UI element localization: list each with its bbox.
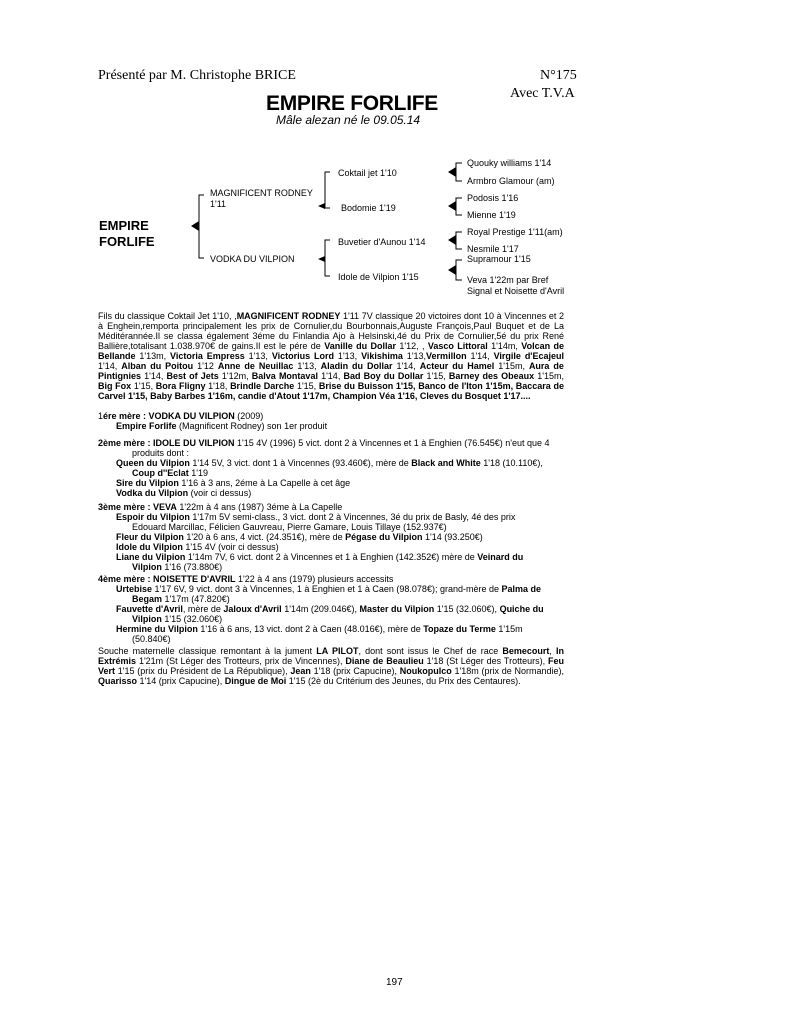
pedigree-sire-sire: Coktail jet 1'10	[338, 168, 397, 178]
pedigree-bracket-2a	[325, 172, 330, 208]
horse-name	[99, 218, 155, 250]
dam2-heading-cont: produits dont :	[132, 448, 190, 458]
dam3-produce-2: Fleur du Vilpion 1'20 à 6 ans, 4 vict. (24.351€), mère de Pégase du Vilpion 1'14 (93.250€)	[116, 532, 483, 542]
dam2-produce-2: Sire du Vilpion 1'16 à 3 ans, 2éme à La Capelle à cet âge	[116, 478, 351, 488]
pedigree-sire-record: 1'11	[210, 199, 227, 209]
dam4-produce-2-cont: Vilpion 1'15 (32.060€)	[132, 614, 223, 624]
pedigree-dam-sire: Buvetier d'Aunou 1'14	[338, 237, 426, 247]
pedigree-ds-dam: Nesmile 1'17	[467, 244, 519, 254]
pedigree-sd-sire: Podosis 1'16	[467, 193, 519, 203]
pedigree-bracket-3c	[456, 232, 462, 249]
pedigree-bracket-1	[199, 195, 204, 258]
dam2-section	[98, 438, 564, 498]
page-number: 197	[386, 977, 403, 988]
pedigree-dd-dam-line1: Veva 1'22m par Bref	[467, 275, 549, 285]
pedigree-sire-dam: Bodomie 1'19	[341, 203, 396, 213]
dam4-produce-1: Urtebise 1'17 6V, 9 vict. dont 3 à Vincennes, 1 à Enghien et 1 à Caen (98.078€); grand-mère de Palma de	[116, 584, 542, 594]
horse-name-line2: FORLIFE	[99, 234, 155, 249]
dam1-heading: 1ére mère : VODKA DU VILPION (2009)	[98, 411, 264, 421]
dam4-heading: 4ème mère : NOISETTE D'AVRIL 1'22 à 4 ans (1979) plusieurs accessits	[98, 574, 394, 584]
pedigree-sire-name: MAGNIFICENT RODNEY	[210, 188, 313, 198]
dam3-produce-1-cont: Edouard Marcillac, Félicien Gauvreau, Pierre Gamare, Louis Tillaye (152.937€)	[132, 522, 447, 532]
pedigree-dd-dam-line2: Signal et Noisette d'Avril	[467, 286, 565, 296]
dam3-produce-3: Idole du Vilpion 1'15 4V (voir ci dessus)	[116, 542, 279, 552]
dam3-heading: 3ème mère : VEVA 1'22m à 4 ans (1987) 3éme à La Capelle	[98, 502, 343, 512]
pedigree-arrow-3a	[448, 167, 456, 177]
pedigree-sd-dam: Mienne 1'19	[467, 210, 516, 220]
dam4-produce-3-cont: (50.840€)	[132, 634, 171, 644]
pedigree-ss-dam: Armbro Glamour (am)	[467, 176, 555, 186]
dam3-produce-4: Liane du Vilpion 1'14m 7V, 6 vict. dont 2 à Vincennes et 1 à Enghien (142.352€) mère de Veinard du	[116, 552, 524, 562]
dam2-produce-1: Queen du Vilpion 1'14 5V, 3 vict. dont 1 à Vincennes (93.460€), mère de Black and White 1'18 (10.110€),	[116, 458, 543, 468]
pedigree-bracket-3d	[456, 260, 462, 280]
pedigree-bracket-2b	[325, 240, 330, 276]
dam2-heading: 2ème mère : IDOLE DU VILPION 1'15 4V (1996) 5 vict. dont 2 à Vincennes et 1 à Enghien (76.545€) n'eut que 4	[98, 438, 550, 448]
pedigree-dam-dam: Idole de Vilpion 1'15	[338, 272, 419, 282]
pedigree-bracket-3b	[456, 198, 462, 215]
dam4-produce-1-cont: Begam 1'17m (47.820€)	[132, 594, 230, 604]
pedigree-sire	[210, 188, 313, 210]
dam4-produce-3: Hermine du Vilpion 1'16 à 6 ans, 13 vict. dont 2 à Caen (48.016€), mère de Topaze du Terme 1'15m	[116, 624, 523, 634]
vat-note: Avec T.V.A	[510, 86, 575, 101]
page-subtitle: Mâle alezan né le 09.05.14	[276, 113, 421, 127]
horse-name-line1: EMPIRE	[99, 218, 149, 233]
pedigree-dd-dam	[467, 275, 564, 297]
pedigree-arrow-3d	[448, 265, 456, 275]
dam2-produce-3: Vodka du Vilpion (voir ci dessus)	[116, 488, 252, 498]
pedigree-arrow-2a	[318, 203, 325, 209]
pedigree-arrow-3c	[448, 235, 456, 245]
pedigree-ss-sire: Quouky williams 1'14	[467, 158, 552, 168]
dam3-produce-4-cont: Vilpion 1'16 (73.880€)	[132, 562, 223, 572]
dam4-produce-2: Fauvette d'Avril, mère de Jaloux d'Avril 1'14m (209.046€), Master du Vilpion 1'15 (32.060€), Quiche du	[116, 604, 544, 614]
dam2-produce-1-cont: Coup d''Eclat 1'19	[132, 468, 209, 478]
pedigree-dam: VODKA DU VILPION	[210, 254, 295, 264]
dam3-produce-1: Espoir du Vilpion 1'17m 5V semi-class., 3 vict. dont 2 à Vincennes, 3é du prix de Basly, 4é des prix	[116, 512, 516, 522]
pedigree-arrow-2b	[318, 256, 325, 262]
pedigree-bracket-3a	[456, 163, 462, 181]
dam1-produce: Empire Forlife (Magnificent Rodney) son 1er produit	[116, 421, 328, 431]
page-title: EMPIRE FORLIFE	[266, 92, 438, 115]
pedigree-dd-sire: Supramour 1'15	[467, 254, 531, 264]
lot-number: N°175	[540, 68, 577, 83]
pedigree-chart-lines	[0, 0, 791, 300]
presenter-line: Présenté par M. Christophe BRICE	[98, 68, 296, 83]
maternal-paragraph: Souche maternelle classique remontant à la jument LA PILOT, dont sont issus le Chef de race Bemecourt, In Extrémis 1'21m (St Léger des Trotteurs, prix de Vincennes), Diane de Beaulieu 1'18 (St Léger des Trotteurs), Feu Vert 1'15 (prix du Président de La République), Jean 1'18 (prix Capucine), Noukopulco 1'18m (prix de Normandie), Quarisso 1'14 (prix Capucine), Dingue de Moi 1'15 (2è du Critérium des Jeunes, du Prix des Centaures).	[98, 646, 565, 686]
dam1-section	[98, 411, 564, 431]
dam4-section	[98, 574, 564, 644]
pedigree-ds-sire: Royal Prestige 1'11(am)	[467, 227, 563, 237]
dam3-section	[98, 502, 564, 572]
sire-paragraph: Fils du classique Coktail Jet 1'10, ,MAGNIFICENT RODNEY 1'11 7V classique 20 victoires dont 10 à Vincennes et 2 à Enghein,remporta principalement les prix de Cornulier,du Bourbonnais,Auguste François,Paul Buquet et de La Méditérannée.Il se classa également 3éme du Finlandia Ajo à Helsinski,4é du Prix de Cornulier,5é du prix René Ballière,totalisant 1.038.970€ de gains.Il est le pére de Vanille du Dollar 1'12, , Vasco Littoral 1'14m, Volcan de Bellande 1'13m, Victoria Empress 1'13, Victorius Lord 1'13, Vikishima 1'13,Vermillon 1'14, Virgile d'Ecajeul 1'14, Alban du Poitou 1'12 Anne de Neuillac 1'13, Aladin du Dollar 1'14, Acteur du Hamel 1'15m, Aura de Pintignies 1'14, Best of Jets 1'12m, Balva Montaval 1'14, Bad Boy du Dollar 1'15, Barney des Obeaux 1'15m, Big Fox 1'15, Bora Fligny 1'18, Brindle Darche 1'15, Brise du Buisson 1'15, Banco de l'Iton 1'15m, Baccara de Carvel 1'15, Baby Barbes 1'16m, candie d'Atout 1'17m, Champion Véa 1'16, Cleves du Bosquet 1'17....	[98, 311, 565, 401]
pedigree-arrow-1	[191, 221, 199, 231]
pedigree-arrow-3b	[448, 201, 456, 211]
